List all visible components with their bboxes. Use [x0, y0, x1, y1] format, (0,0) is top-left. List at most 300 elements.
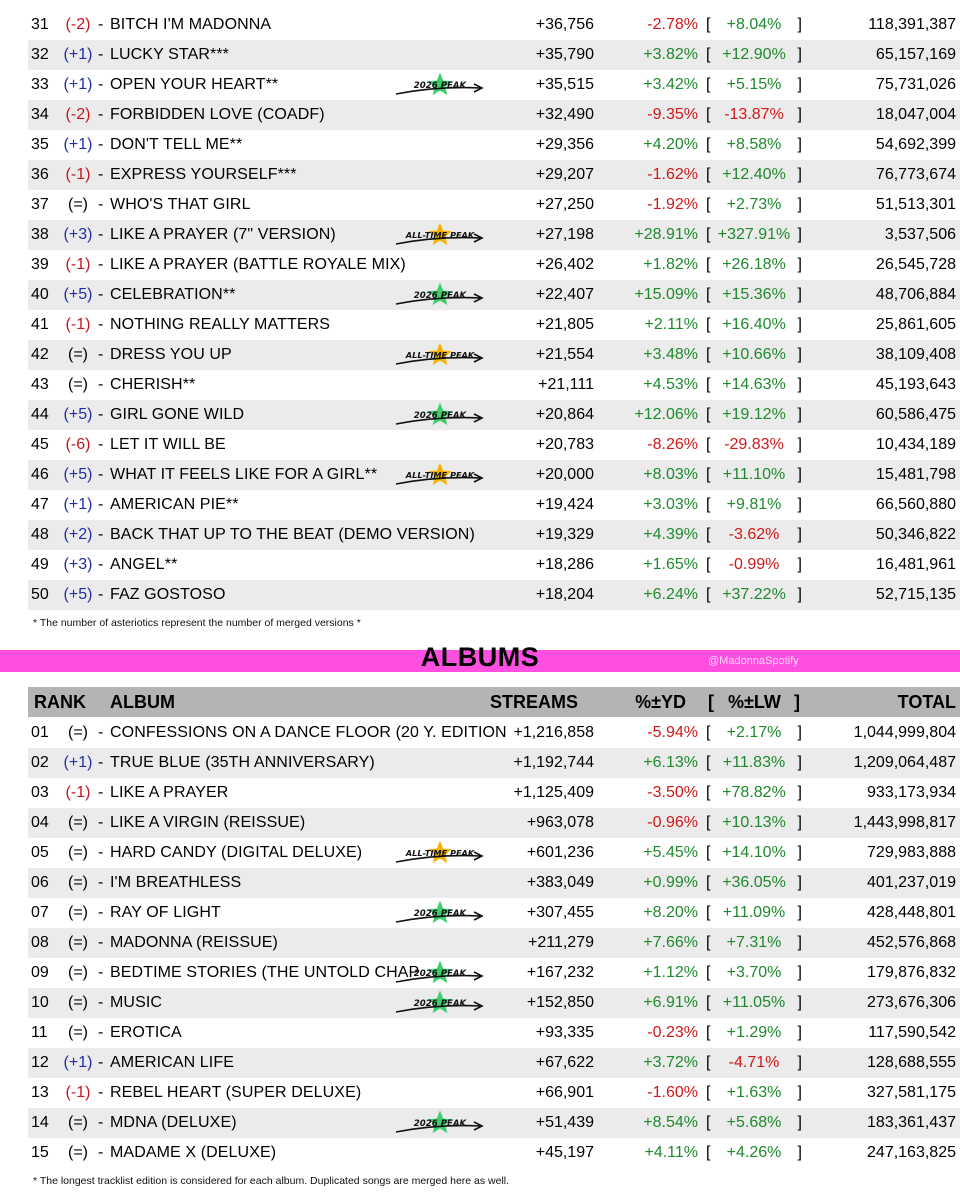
peak-badge [388, 463, 492, 487]
change-last-week [706, 1108, 802, 1138]
bracket-close: ] [797, 844, 802, 861]
change-last-week-value: +11.83% [722, 754, 786, 771]
change-last-week-value: -4.71% [728, 1054, 780, 1071]
separator-dash: - [98, 166, 104, 183]
total-streams: 26,545,728 [875, 256, 956, 273]
rank-movement: (+5) [63, 406, 93, 423]
chart-row [28, 280, 960, 310]
chart-row [28, 490, 960, 520]
change-last-week-value: +26.18% [722, 256, 786, 273]
rank: 36 [31, 166, 49, 183]
title: LIKE A PRAYER (BATTLE ROYALE MIX) [110, 256, 406, 273]
total-streams: 60,586,475 [875, 406, 956, 423]
bracket-open: [ [706, 556, 711, 573]
separator-dash: - [98, 436, 104, 453]
rank: 47 [31, 496, 49, 513]
rank-movement: (+1) [63, 754, 93, 771]
bracket-close: ] [797, 556, 802, 573]
rank-movement: (=) [68, 196, 88, 213]
bracket-open: [ [706, 256, 711, 273]
bracket-open: [ [706, 286, 711, 303]
chart-row [28, 868, 960, 898]
total-streams: 18,047,004 [875, 106, 956, 123]
bracket-open: [ [706, 526, 711, 543]
rank: 10 [31, 994, 49, 1011]
streams: +963,078 [526, 814, 594, 831]
total-streams: 45,193,643 [875, 376, 956, 393]
streams: +307,455 [526, 904, 594, 921]
chart-row [28, 838, 960, 868]
chart-row [28, 220, 960, 250]
chart-row [28, 160, 960, 190]
change-yesterday: +4.20% [643, 136, 698, 153]
songs-chart [0, 10, 960, 610]
title: CELEBRATION** [110, 286, 236, 303]
change-last-week-value: +12.40% [722, 166, 786, 183]
chart-row [28, 250, 960, 280]
bracket-close: ] [797, 76, 802, 93]
change-yesterday: -1.62% [647, 166, 698, 183]
title: BEDTIME STORIES (THE UNTOLD CHAP [110, 964, 420, 981]
streams: +383,049 [526, 874, 594, 891]
separator-dash: - [98, 754, 104, 771]
separator-dash: - [98, 934, 104, 951]
streams: +29,207 [535, 166, 594, 183]
separator-dash: - [98, 256, 104, 273]
rank-movement: (-1) [65, 166, 91, 183]
title: LIKE A PRAYER (7" VERSION) [110, 226, 336, 243]
streams: +32,490 [535, 106, 594, 123]
change-last-week [706, 808, 802, 838]
header-lw-close: ] [794, 692, 800, 712]
total-streams: 48,706,884 [875, 286, 956, 303]
rank: 35 [31, 136, 49, 153]
separator-dash: - [98, 1054, 104, 1071]
change-yesterday: +4.11% [644, 1144, 698, 1161]
chart-row [28, 808, 960, 838]
rank-movement: (=) [68, 844, 88, 861]
change-last-week-value: +8.04% [726, 16, 782, 33]
bracket-open: [ [706, 196, 711, 213]
separator-dash: - [98, 16, 104, 33]
streams: +66,901 [535, 1084, 594, 1101]
separator-dash: - [98, 136, 104, 153]
rank-movement: (=) [68, 1114, 88, 1131]
title: I'M BREATHLESS [110, 874, 242, 891]
svg-text:ALL-TIME PEAK: ALL-TIME PEAK [405, 470, 475, 480]
svg-text:2026 PEAK: 2026 PEAK [413, 81, 467, 91]
streams: +51,439 [535, 1114, 594, 1131]
total-streams: 75,731,026 [875, 76, 956, 93]
rank-movement: (-1) [65, 784, 91, 801]
rank-movement: (=) [68, 1144, 88, 1161]
change-yesterday: -0.23% [647, 1024, 698, 1041]
change-last-week [706, 958, 802, 988]
bracket-open: [ [706, 76, 711, 93]
streams: +35,790 [535, 46, 594, 63]
streams: +27,198 [535, 226, 594, 243]
bracket-close: ] [797, 874, 802, 891]
change-yesterday: +1.12% [643, 964, 698, 981]
change-last-week [706, 838, 802, 868]
peak-badge [388, 1111, 492, 1135]
separator-dash: - [98, 496, 104, 513]
bracket-close: ] [797, 964, 802, 981]
title: EROTICA [110, 1024, 182, 1041]
change-last-week [706, 490, 802, 520]
bracket-open: [ [706, 1024, 711, 1041]
bracket-open: [ [706, 964, 711, 981]
change-last-week [706, 1138, 802, 1168]
bracket-close: ] [797, 724, 802, 741]
bracket-open: [ [706, 754, 711, 771]
peak-badge [388, 343, 492, 367]
change-yesterday: +28.91% [634, 226, 698, 243]
total-streams: 1,209,064,487 [853, 754, 956, 771]
change-yesterday: +1.65% [643, 556, 698, 573]
rank-movement: (=) [68, 1024, 88, 1041]
change-last-week [706, 70, 802, 100]
bracket-open: [ [706, 46, 711, 63]
change-last-week [706, 898, 802, 928]
change-yesterday: +6.24% [643, 586, 698, 603]
chart-row [28, 898, 960, 928]
rank: 39 [31, 256, 49, 273]
rank-movement: (+1) [63, 1054, 93, 1071]
rank: 49 [31, 556, 49, 573]
change-last-week [706, 250, 802, 280]
bracket-open: [ [706, 376, 711, 393]
rank-movement: (+5) [63, 586, 93, 603]
title: BITCH I'M MADONNA [110, 16, 272, 33]
bracket-open: [ [706, 136, 711, 153]
total-streams: 65,157,169 [875, 46, 956, 63]
separator-dash: - [98, 1024, 104, 1041]
title: REBEL HEART (SUPER DELUXE) [110, 1084, 362, 1101]
bracket-close: ] [797, 1084, 802, 1101]
rank: 31 [31, 16, 49, 33]
change-last-week-value: +7.31% [726, 934, 782, 951]
rank: 04 [31, 814, 49, 831]
change-last-week [706, 868, 802, 898]
title: FORBIDDEN LOVE (COADF) [110, 106, 325, 123]
change-last-week-value: +9.81% [726, 496, 782, 513]
rank-movement: (=) [68, 904, 88, 921]
rank-movement: (=) [68, 814, 88, 831]
chart-row [28, 748, 960, 778]
bracket-close: ] [797, 136, 802, 153]
streams: +35,515 [535, 76, 594, 93]
chart-row [28, 1078, 960, 1108]
chart-row [28, 580, 960, 610]
change-last-week [706, 1078, 802, 1108]
change-yesterday: -3.50% [647, 784, 698, 801]
title: OPEN YOUR HEART** [110, 76, 279, 93]
bracket-close: ] [797, 106, 802, 123]
title: DRESS YOU UP [110, 346, 232, 363]
change-last-week-value: +10.66% [722, 346, 786, 363]
bracket-close: ] [797, 904, 802, 921]
chart-row [28, 1048, 960, 1078]
bracket-close: ] [797, 316, 802, 333]
change-last-week-value: +37.22% [722, 586, 786, 603]
bracket-open: [ [706, 1144, 711, 1161]
separator-dash: - [98, 466, 104, 483]
title: LUCKY STAR*** [110, 46, 229, 63]
streams: +21,805 [535, 316, 594, 333]
rank-movement: (=) [68, 934, 88, 951]
rank: 11 [31, 1024, 48, 1041]
rank: 33 [31, 76, 49, 93]
title: TRUE BLUE (35TH ANNIVERSARY) [110, 754, 375, 771]
separator-dash: - [98, 226, 104, 243]
rank-movement: (=) [68, 346, 88, 363]
chart-row [28, 40, 960, 70]
bracket-close: ] [797, 436, 802, 453]
separator-dash: - [98, 346, 104, 363]
peak-badge [388, 991, 492, 1015]
rank-movement: (=) [68, 376, 88, 393]
streams: +20,000 [535, 466, 594, 483]
svg-text:2026 PEAK: 2026 PEAK [413, 999, 467, 1009]
change-last-week-value: +11.05% [722, 994, 786, 1011]
chart-row [28, 130, 960, 160]
streams: +19,329 [535, 526, 594, 543]
streams: +29,356 [535, 136, 594, 153]
separator-dash: - [98, 556, 104, 573]
chart-row [28, 370, 960, 400]
total-streams: 66,560,880 [875, 496, 956, 513]
title: RAY OF LIGHT [110, 904, 221, 921]
change-last-week-value: +36.05% [722, 874, 786, 891]
change-last-week [706, 778, 802, 808]
change-last-week [706, 220, 802, 250]
change-last-week-value: +5.15% [726, 76, 782, 93]
header-lw-open: [ [708, 692, 714, 712]
change-last-week-value: +8.58% [726, 136, 782, 153]
bracket-close: ] [797, 406, 802, 423]
rank-movement: (+5) [63, 466, 93, 483]
chart-row [28, 310, 960, 340]
chart-row [28, 1138, 960, 1168]
total-streams: 118,391,387 [868, 16, 956, 33]
total-streams: 179,876,832 [867, 964, 956, 981]
rank-movement: (+3) [63, 556, 93, 573]
change-yesterday: -1.60% [647, 1084, 698, 1101]
bracket-close: ] [797, 496, 802, 513]
peak-badge [388, 283, 492, 307]
chart-row [28, 778, 960, 808]
bracket-open: [ [706, 814, 711, 831]
rank: 14 [31, 1114, 49, 1131]
total-streams: 452,576,868 [867, 934, 956, 951]
bracket-close: ] [797, 196, 802, 213]
title: LIKE A VIRGIN (REISSUE) [110, 814, 306, 831]
change-last-week-value: +3.70% [726, 964, 782, 981]
change-last-week [706, 1018, 802, 1048]
bracket-open: [ [706, 226, 711, 243]
bracket-close: ] [797, 754, 802, 771]
bracket-open: [ [706, 466, 711, 483]
bracket-close: ] [797, 226, 802, 243]
title: AMERICAN LIFE [110, 1054, 234, 1071]
bracket-open: [ [706, 724, 711, 741]
change-yesterday: +5.45% [643, 844, 698, 861]
title: MADONNA (REISSUE) [110, 934, 278, 951]
rank: 48 [31, 526, 49, 543]
header-streams: STREAMS [489, 692, 578, 712]
change-last-week-value: +11.09% [722, 904, 786, 921]
change-yesterday: -9.35% [647, 106, 698, 123]
bracket-close: ] [797, 784, 802, 801]
bracket-close: ] [797, 1144, 802, 1161]
songs-footnote: * The number of asteriotics represent the number of merged versions * [33, 617, 361, 629]
header-lw: %±LW [728, 692, 781, 712]
chart-row [28, 10, 960, 40]
change-last-week [706, 460, 802, 490]
albums-chart [0, 718, 960, 1168]
rank: 02 [31, 754, 49, 771]
peak-badge [388, 961, 492, 985]
rank: 09 [31, 964, 49, 981]
streams: +211,279 [528, 934, 594, 951]
separator-dash: - [98, 724, 104, 741]
change-yesterday: +3.42% [643, 76, 698, 93]
rank-movement: (+1) [63, 496, 93, 513]
separator-dash: - [98, 994, 104, 1011]
streams: +167,232 [526, 964, 594, 981]
streams: +27,250 [535, 196, 594, 213]
change-yesterday: +6.91% [643, 994, 698, 1011]
rank-movement: (-1) [65, 316, 91, 333]
peak-badge [388, 223, 492, 247]
total-streams: 16,481,961 [875, 556, 956, 573]
change-yesterday: -0.96% [647, 814, 698, 831]
bracket-close: ] [797, 376, 802, 393]
bracket-open: [ [706, 436, 711, 453]
svg-text:ALL-TIME PEAK: ALL-TIME PEAK [405, 848, 475, 858]
bracket-open: [ [706, 1054, 711, 1071]
total-streams: 15,481,798 [875, 466, 956, 483]
rank-movement: (=) [68, 994, 88, 1011]
peak-badge [388, 841, 492, 865]
rank: 08 [31, 934, 49, 951]
change-last-week [706, 130, 802, 160]
change-last-week-value: +10.13% [722, 814, 786, 831]
change-last-week [706, 520, 802, 550]
bracket-close: ] [797, 346, 802, 363]
streams: +1,216,858 [513, 724, 594, 741]
bracket-open: [ [706, 106, 711, 123]
change-yesterday: +6.13% [643, 754, 698, 771]
total-streams: 52,715,135 [875, 586, 956, 603]
rank: 50 [31, 586, 49, 603]
bracket-close: ] [797, 586, 802, 603]
chart-row [28, 100, 960, 130]
rank: 43 [31, 376, 49, 393]
svg-text:ALL-TIME PEAK: ALL-TIME PEAK [405, 230, 475, 240]
title: MUSIC [110, 994, 163, 1011]
change-last-week [706, 310, 802, 340]
header-album: ALBUM [110, 692, 175, 712]
change-yesterday: +0.99% [643, 874, 698, 891]
streams: +20,864 [535, 406, 594, 423]
rank: 01 [31, 724, 49, 741]
streams: +93,335 [535, 1024, 594, 1041]
change-last-week [706, 160, 802, 190]
total-streams: 327,581,175 [867, 1084, 956, 1101]
change-yesterday: -2.78% [647, 16, 698, 33]
change-last-week [706, 190, 802, 220]
change-yesterday: +4.53% [643, 376, 698, 393]
bracket-open: [ [706, 406, 711, 423]
rank: 40 [31, 286, 49, 303]
total-streams: 1,443,998,817 [853, 814, 956, 831]
change-yesterday: +8.54% [643, 1114, 698, 1131]
title: MADAME X (DELUXE) [110, 1144, 277, 1161]
rank: 07 [31, 904, 49, 921]
streams: +1,192,744 [513, 754, 594, 771]
rank: 34 [31, 106, 49, 123]
rank: 42 [31, 346, 49, 363]
change-last-week-value: +5.68% [726, 1114, 782, 1131]
rank-movement: (=) [68, 724, 88, 741]
change-last-week-value: +15.36% [722, 286, 786, 303]
rank: 12 [31, 1054, 49, 1071]
streams: +26,402 [535, 256, 594, 273]
bracket-close: ] [797, 16, 802, 33]
bracket-close: ] [797, 46, 802, 63]
streams: +152,850 [526, 994, 594, 1011]
change-last-week [706, 340, 802, 370]
peak-badge [388, 403, 492, 427]
total-streams: 933,173,934 [867, 784, 956, 801]
change-last-week-value: +14.63% [722, 376, 786, 393]
change-yesterday: -5.94% [647, 724, 698, 741]
bracket-close: ] [797, 166, 802, 183]
change-last-week [706, 370, 802, 400]
change-last-week [706, 1048, 802, 1078]
title: FAZ GOSTOSO [110, 586, 226, 603]
albums-table-header [28, 687, 960, 717]
chart-row [28, 550, 960, 580]
rank-movement: (+1) [63, 46, 93, 63]
change-last-week-value: +19.12% [722, 406, 786, 423]
streams: +21,554 [535, 346, 594, 363]
chart-row [28, 988, 960, 1018]
chart-row [28, 460, 960, 490]
title: WHO'S THAT GIRL [110, 196, 251, 213]
rank-movement: (+5) [63, 286, 93, 303]
bracket-open: [ [706, 1084, 711, 1101]
streams: +18,286 [535, 556, 594, 573]
change-last-week-value: +1.63% [726, 1084, 782, 1101]
change-last-week [706, 280, 802, 310]
bracket-open: [ [706, 994, 711, 1011]
change-yesterday: +4.39% [643, 526, 698, 543]
title: WHAT IT FEELS LIKE FOR A GIRL** [110, 466, 378, 483]
chart-row [28, 400, 960, 430]
title: CHERISH** [110, 376, 196, 393]
bracket-open: [ [706, 874, 711, 891]
change-yesterday: +2.11% [644, 316, 698, 333]
rank-movement: (-1) [65, 256, 91, 273]
separator-dash: - [98, 526, 104, 543]
streams: +601,236 [526, 844, 594, 861]
bracket-close: ] [797, 286, 802, 303]
streams: +20,783 [535, 436, 594, 453]
title: EXPRESS YOURSELF*** [110, 166, 297, 183]
